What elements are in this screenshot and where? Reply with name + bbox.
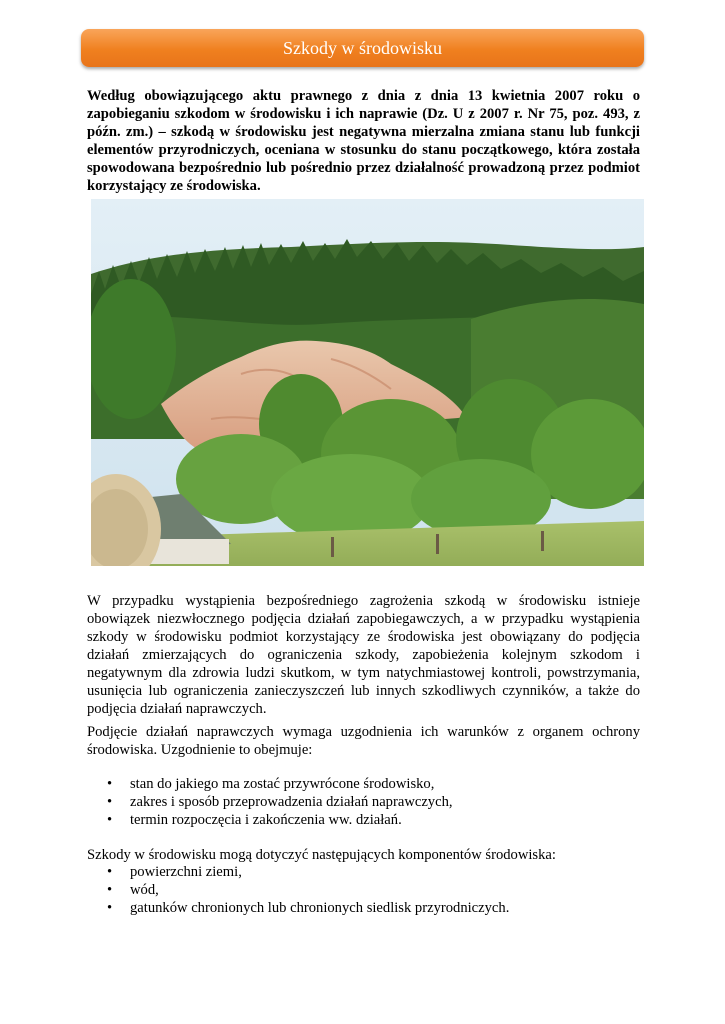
landslide-photo	[91, 199, 644, 566]
components-list	[87, 863, 640, 917]
list-item: • zakres i sposób przeprowadzenia działań naprawczych,	[107, 794, 453, 810]
bullet-icon: •	[107, 776, 113, 792]
list-item: • gatunków chronionych lub chronionych siedlisk przyrodniczych.	[107, 900, 510, 916]
paragraph-prevention-duty: W przypadku wystąpienia bezpośredniego zagrożenia szkodą w środowisku istnieje obowiązek niezwłocznego podjęcia działań zapobiegawczych, a w przypadku wystąpienia szkody w środowisku podmiot korzystający ze środowiska jest obowiązany do podjęcia działań zmierzających do ograniczenia szkody, zapobieżenia kolejnym szkodom i negatywnym dla zdrowia ludzi skutkom, w tym natychmiastowej kontroli, powstrzymania, usunięcia lub ograniczenia zanieczyszczeń lub innych szkodliwych czynników, a także do podjęcia działań naprawczych.	[87, 593, 640, 717]
intro-paragraph: Według obowiązującego aktu prawnego z dnia z dnia 13 kwietnia 2007 roku o zapobieganiu szkodom w środowisku i ich naprawie (Dz. U z 2007 r. Nr 75, poz. 493, z późn. zm.) – szkodą w środowisku jest negatywna mierzalna zmiana stanu lub funkcji elementów przyrodniczych, oceniana w stosunku do stanu początkowego, która została spowodowana bezpośrednio lub pośrednio przez działalność prowadzoną przez podmiot korzystający ze środowiska.	[87, 88, 640, 194]
bullet-icon: •	[107, 882, 113, 898]
agreement-list	[87, 775, 640, 829]
page-title: Szkody w środowisku	[282, 37, 442, 58]
title-banner	[81, 29, 644, 67]
list-item: • powierzchni ziemi,	[107, 864, 242, 880]
bullet-icon: •	[107, 794, 113, 810]
list-item: • wód,	[107, 882, 159, 898]
bullet-icon: •	[107, 900, 113, 916]
bullet-icon: •	[107, 812, 113, 828]
list-item: • stan do jakiego ma zostać przywrócone środowisko,	[107, 776, 435, 792]
list-item: • termin rozpoczęcia i zakończenia ww. działań.	[107, 812, 402, 828]
paragraph-agreement: Podjęcie działań naprawczych wymaga uzgodnienia ich warunków z organem ochrony środowiska. Uzgodnienie to obejmuje:	[87, 724, 640, 758]
bullet-icon: •	[107, 864, 113, 880]
paragraph-components: Szkody w środowisku mogą dotyczyć następujących komponentów środowiska:	[87, 847, 556, 863]
